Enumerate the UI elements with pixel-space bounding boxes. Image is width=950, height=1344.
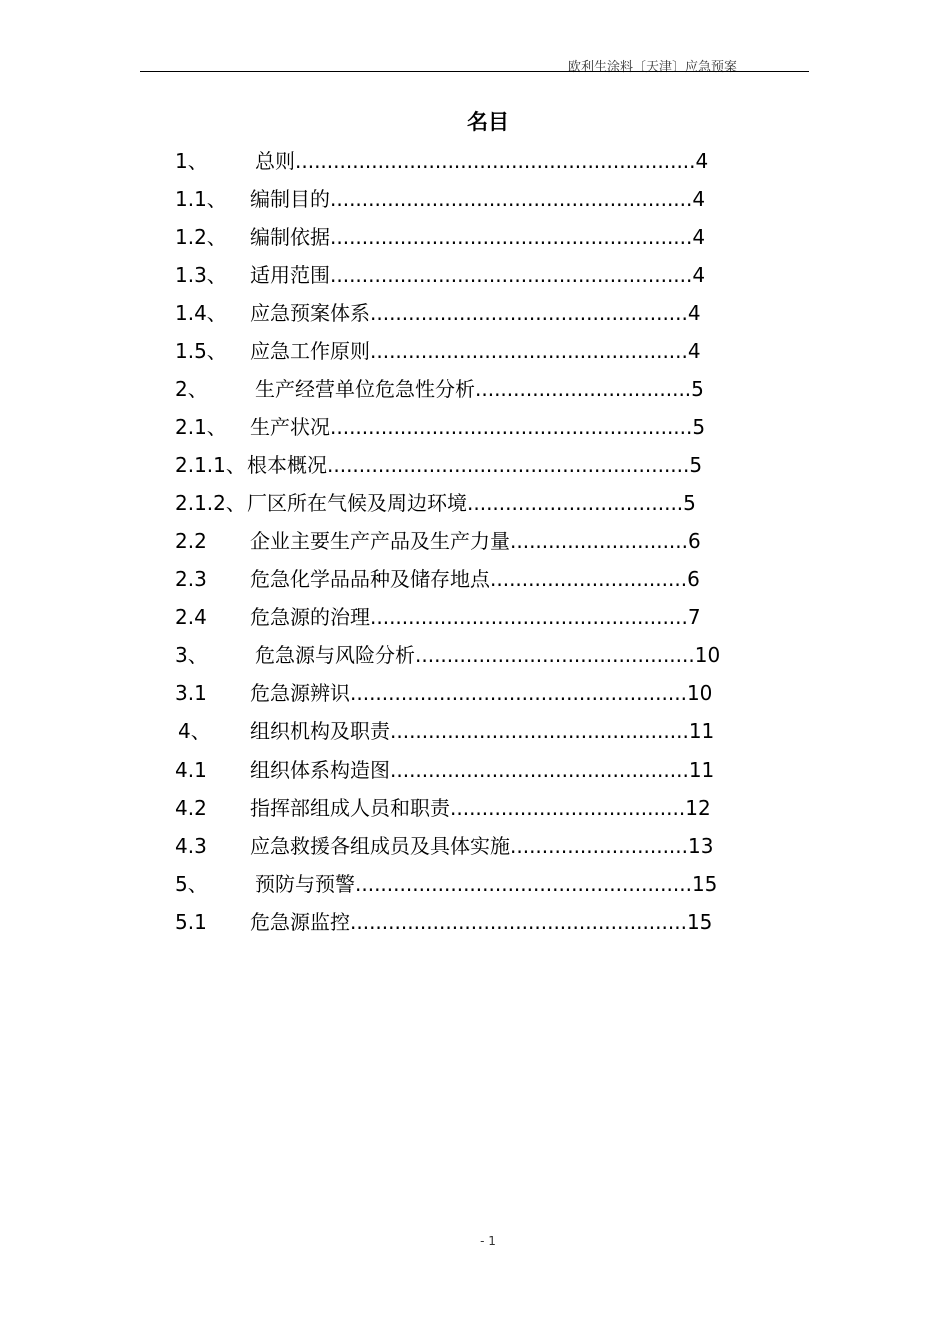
toc-entry-leader: ..................................................... [350,681,687,705]
toc-entry-number: 2.3 [175,567,207,591]
toc-entry-page: 11 [688,758,715,782]
toc-entry-title: 生产状况 [250,415,330,439]
toc-entry-page: 7 [687,605,701,629]
toc-entry-leader: .................................................. [370,339,688,363]
toc-entry-page: 5 [692,415,706,439]
toc-entry-title: 危急源辨识 [250,681,350,705]
toc-entry-number: 5、 [175,872,208,896]
toc-entry-number: 1.1、 [175,187,227,211]
toc-entry-title: 适用范围 [250,263,330,287]
toc-entry-title: 应急救援各组成员及具体实施 [250,834,510,858]
toc-entry-number: 4.1 [175,758,207,782]
toc-entry-page: 12 [685,796,711,820]
toc-entry-title: 危急化学品品种及储存地点 [250,567,490,591]
toc-entry-leader: ..................................................... [350,910,687,934]
toc-entry-page: 4 [692,225,706,249]
toc-entry-number: 4、 [178,719,211,743]
toc-entry-number: 1.3、 [175,263,227,287]
toc-entry-number: 1.2、 [175,225,227,249]
toc-entry-page: 4 [692,263,706,287]
toc-entry-leader: ............................... [490,567,688,591]
toc-entry-title: 指挥部组成人员和职责 [250,796,450,820]
toc-entry-number: 4.3 [175,834,207,858]
toc-entry-page: 5 [691,377,704,401]
toc-entry-page: 5 [689,453,703,477]
toc-entry-number: 2.4 [175,605,207,629]
toc-entry-number: 2.1、 [175,415,227,439]
toc-entry-page: 15 [691,872,718,896]
toc-entry-title: 危急源监控 [250,910,350,934]
toc-entry-page: 4 [687,301,701,325]
toc-entry-number: 4.2 [175,796,207,820]
toc-entry-leader: ............................................... [390,719,689,743]
toc-entry-leader: ............................................ [415,643,695,667]
toc-entry-leader: ............................ [510,529,689,553]
toc-entry-page: 6 [688,529,701,553]
toc-entry-number: 3.1 [175,681,207,705]
page-number: - 1 [480,1234,496,1248]
toc-entry-title: 预防与预警 [255,872,355,896]
toc-entry-leader: ..................................................... [355,872,692,896]
toc-entry-page: 4 [687,339,701,363]
toc-entry-title: 编制依据 [250,225,330,249]
toc-entry-number: 5.1 [175,910,207,934]
toc-entry-title: 根本概况 [247,453,327,477]
toc-entry-page: 13 [688,834,714,858]
toc-entry-title: 厂区所在气候及周边环境 [247,491,467,515]
toc-entry-page: 10 [686,681,713,705]
toc-entry-leader: ......................................................... [327,453,690,477]
toc-entry-leader: ......................................................... [330,263,693,287]
toc-entry-page: 5 [683,491,696,515]
toc-entry-page: 4 [692,187,706,211]
toc-entry-title: 危急源与风险分析 [255,643,415,667]
toc-title: 名目 [467,110,509,134]
toc-entry-number: 3、 [175,643,208,667]
toc-entry-page: 4 [695,149,709,173]
toc-entry-number: 1、 [175,149,208,173]
toc-entry-page: 6 [687,567,700,591]
toc-entry-number: 1.4、 [175,301,227,325]
toc-entry-number: 1.5、 [175,339,227,363]
toc-entry-page: 10 [694,643,721,667]
toc-entry-title: 编制目的 [250,187,330,211]
toc-entry-title: 组织体系构造图 [250,758,390,782]
toc-entry-title: 生产经营单位危急性分析 [255,377,475,401]
toc-entry-page: 11 [688,719,715,743]
toc-entry-leader: ............................................... [390,758,689,782]
toc-entry-page: 15 [686,910,713,934]
toc-entry-leader: ......................................................... [330,187,693,211]
toc-entry-leader: .................................. [475,377,692,401]
toc-entry-leader: .................................................. [370,301,688,325]
toc-entry-title: 危急源的治理 [250,605,370,629]
toc-entry-leader: ............................................................... [295,149,696,173]
toc-entry-leader: ..................................... [450,796,686,820]
toc-entry-title: 应急工作原则 [250,339,370,363]
toc-entry-leader: ......................................................... [330,415,693,439]
toc-entry-leader: ......................................................... [330,225,693,249]
toc-entry-leader: ............................ [510,834,689,858]
toc-entry-title: 组织机构及职责 [250,719,390,743]
toc-entry-number: 2、 [175,377,208,401]
toc-entry-number: 2.2 [175,529,207,553]
toc-entry-title: 企业主要生产产品及生产力量 [250,529,510,553]
toc-entry-title: 总则 [255,149,295,173]
toc-entry-title: 应急预案体系 [250,301,370,325]
running-header: 欧利生涂料〔天津〕应急预案 [568,60,738,75]
toc-entry-number: 2.1.1、 [175,453,246,477]
toc-entry-number: 2.1.2、 [175,491,246,515]
toc-entry-leader: .................................. [467,491,684,515]
toc-entry-leader: .................................................. [370,605,688,629]
